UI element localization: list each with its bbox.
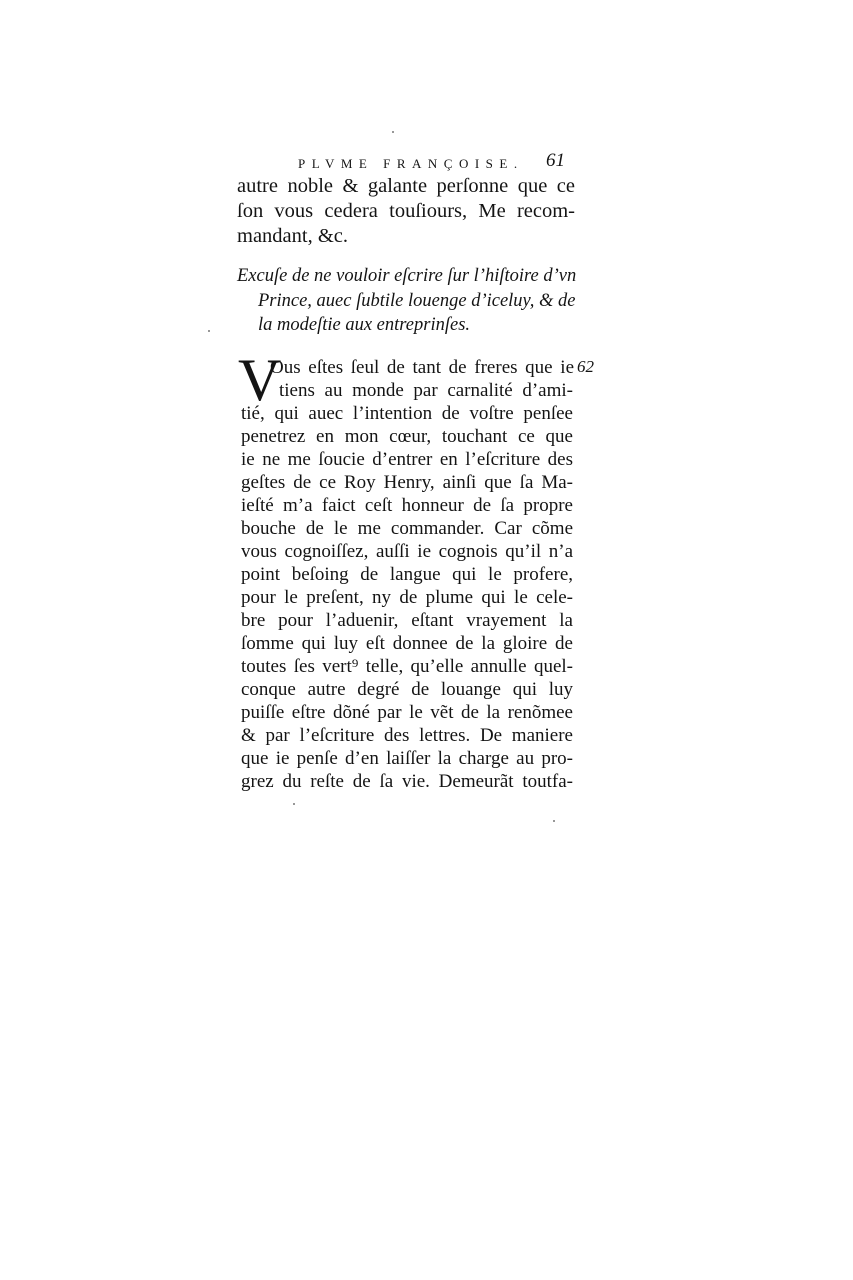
running-head <box>298 150 578 174</box>
body-line: ie ne me ſoucie d’entrer en l’eſcriture des <box>241 449 573 470</box>
page-speck <box>208 330 210 332</box>
heading-line: la modeſtie aux entreprinſes. <box>258 315 471 335</box>
body-line: tiens au monde par carnalité d’ami- <box>279 380 573 401</box>
drop-cap: V <box>238 347 282 413</box>
text-line: ſon vous cedera touſiours, Me recom- <box>237 200 575 222</box>
body-line: puiſſe eſtre dõné par le vẽt de la renõmee <box>241 702 573 723</box>
body-line: ſomme qui luy eſt donnee de la gloire de <box>241 633 573 654</box>
body-line: tié, qui auec l’intention de voſtre penſee <box>241 403 573 424</box>
body-line: & par l’eſcriture des lettres. De maniere <box>241 725 573 746</box>
body-line: pour le preſent, ny de plume qui le cele- <box>241 587 573 608</box>
body-line: penetrez en mon cœur, touchant ce que <box>241 426 573 447</box>
body-line: point beſoing de langue qui le profere, <box>241 564 573 585</box>
body-line: que ie penſe d’en laiſſer la charge au pro- <box>241 748 573 769</box>
body-line: ieſté m’a faict ceſt honneur de ſa propre <box>241 495 573 516</box>
body-line: geſtes de ce Roy Henry, ainſi que ſa Ma- <box>241 472 573 493</box>
page-speck <box>392 131 394 133</box>
body-line: toutes ſes vert⁹ telle, qu’elle annulle quel- <box>241 656 573 677</box>
body-line: vous cognoiſſez, auſſi ie cognois qu’il n’a <box>241 541 573 562</box>
page-number: 61 <box>546 150 565 171</box>
running-title: PLVME FRANÇOISE. <box>298 156 524 171</box>
body-line: bouche de le me commander. Car cõme <box>241 518 573 539</box>
body-line: Ous eſtes ſeul de tant de freres que ie <box>270 357 574 378</box>
page-speck <box>293 803 295 805</box>
margin-number: 62 <box>577 357 594 376</box>
body-line: bre pour l’aduenir, eſtant vrayement la <box>241 610 573 631</box>
text-line: mandant, &c. <box>237 225 349 247</box>
text-line: autre noble & galante perſonne que ce <box>237 175 575 197</box>
page-speck <box>553 820 555 822</box>
heading-line: Excuſe de ne vouloir eſcrire ſur l’hiſtoire d’vn <box>237 266 577 286</box>
body-line: conque autre degré de louange qui luy <box>241 679 573 700</box>
body-line: grez du reſte de ſa vie. Demeurãt toutfa- <box>241 771 573 792</box>
heading-line: Prince, auec ſubtile louenge d’iceluy, & de <box>258 291 576 311</box>
